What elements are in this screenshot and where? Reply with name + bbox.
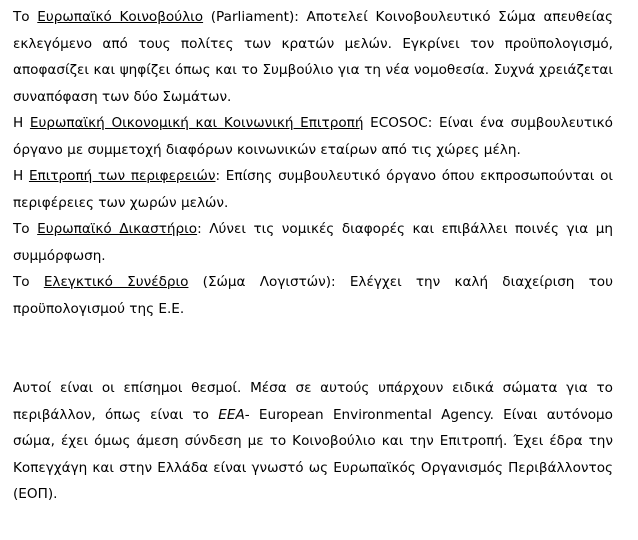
paragraph-text: (Parliament): Αποτελεί Κοινοβουλευτικό Σώμα απευθείας εκλεγόμενο από τους πολίτες των κρατών μελών. Εγκρίνει τον προϋπολογισμό, αποφασίζει και ψηφίζει όπως και το Συμβούλιο για τη νέα νομοθεσία. Συχνά χρειάζεται συναπόφαση των δύο Σωμάτων.: [13, 9, 614, 105]
term-committee-of-regions: Επιτροπή των περιφερειών: [28, 168, 216, 184]
paragraph-regions: [13, 163, 613, 216]
term-european-court: Ευρωπαϊκό Δικαστήριο: [37, 221, 198, 237]
document-body: [13, 4, 613, 508]
paragraph-text: - European Environmental Agency. Είναι αυτόνομο σώμα, έχει όμως άμεση σύνδεση με το Κοινοβούλιο και την Επιτροπή. Έχει έδρα την Κοπεγχάγη και στην Ελλάδα είναι γνωστό ως Ευρωπαϊκός Οργανισμός Περιβάλλοντος (ΕΟΠ).: [13, 406, 614, 502]
paragraph-text: Αυτοί είναι οι επίσημοι θεσμοί. Μέσα σε αυτούς υπάρχουν ειδικά σώματα για το περιβάλλον, όπως είναι το: [13, 380, 613, 423]
term-court-of-auditors: Ελεγκτικό Συνέδριο: [43, 274, 189, 290]
term-economic-social-committee: Ευρωπαϊκή Οικονομική και Κοινωνική Επιτροπή: [29, 115, 364, 131]
paragraph-text: : Επίσης συμβουλευτικό όργανο όπου εκπροσωπούνται οι περιφέρειες των χωρών μελών.: [13, 168, 613, 211]
paragraph-prefix: Η: [13, 168, 29, 184]
paragraph-ecosoc: [13, 110, 613, 163]
paragraph-court: [13, 216, 613, 269]
paragraph-auditors: [13, 269, 613, 322]
paragraph-parliament: [13, 4, 613, 110]
paragraph-text: : Λύνει τις νομικές διαφορές και επιβάλλει ποινές για μη συμμόρφωση.: [13, 221, 613, 264]
abbr-eea: EEA: [218, 406, 245, 423]
paragraph-prefix: Η: [13, 115, 30, 131]
paragraph-closing: [13, 375, 613, 508]
paragraph-prefix: Το: [13, 274, 44, 290]
term-european-parliament: Ευρωπαϊκό Κοινοβούλιο: [37, 9, 204, 25]
paragraph-prefix: Το: [13, 9, 38, 25]
paragraph-prefix: Το: [13, 221, 38, 237]
paragraph-spacer: [13, 322, 613, 375]
paragraph-text: ECOSOC: Είναι ένα συμβουλευτικό όργανο με συμμετοχή διαφόρων κοινωνικών εταίρων από τις χώρες μέλη.: [13, 115, 614, 158]
paragraph-text: (Σώμα Λογιστών): Ελέγχει την καλή διαχείριση του προϋπολογισμού της Ε.Ε.: [13, 274, 613, 317]
